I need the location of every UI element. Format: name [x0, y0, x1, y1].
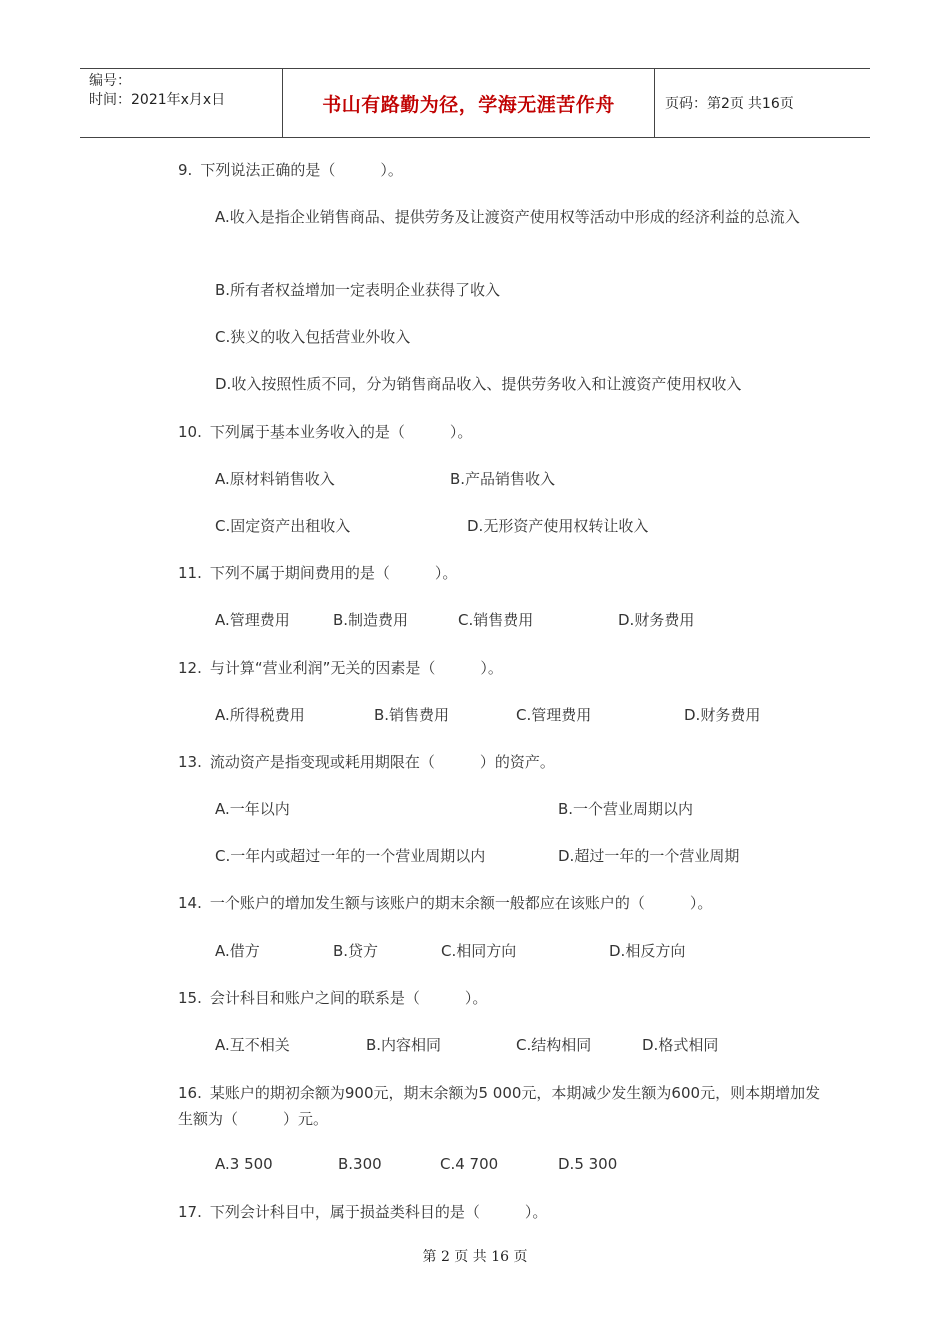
q16-option-d: D.5 300: [558, 1155, 618, 1173]
q10-option-a: A.原材料销售收入: [215, 470, 335, 488]
q15-option-d: D.格式相同: [642, 1036, 719, 1054]
question-number: 9.: [178, 161, 193, 179]
question-text: 下列属于基本业务收入的是（ ）。: [209, 423, 473, 441]
q13-option-d: D.超过一年的一个营业周期: [558, 847, 740, 865]
question-16: [178, 1080, 828, 1132]
question-text: 流动资产是指变现或耗用期限在（ ）的资产。: [209, 753, 555, 771]
q15-option-c: C.结构相同: [516, 1036, 592, 1054]
code-label: 编号：: [89, 73, 131, 89]
q12-option-b: B.销售费用: [374, 706, 450, 724]
q16-option-c: C.4 700: [440, 1155, 499, 1173]
header-meta: [80, 69, 282, 137]
page-footer: 第 2 页 共 16 页: [422, 1249, 528, 1265]
page-header: [80, 68, 870, 138]
question-number: 10.: [178, 423, 202, 441]
q11-option-b: B.制造费用: [333, 611, 409, 629]
question-text: 与计算“营业利润”无关的因素是（ ）。: [209, 659, 503, 677]
question-12: [178, 656, 503, 680]
q13-option-c: C.一年内或超过一年的一个营业周期以内: [215, 847, 486, 865]
question-text: 下列说法正确的是（ ）。: [200, 161, 403, 179]
header-motto: 书山有路勤为径，学海无涯苦作舟: [282, 69, 655, 137]
q12-option-a: A.所得税费用: [215, 706, 305, 724]
question-15: [178, 986, 487, 1010]
question-text: 一个账户的增加发生额与该账户的期末余额一般都应在该账户的（ ）。: [209, 894, 713, 912]
q15-option-a: A.互不相关: [215, 1036, 290, 1054]
question-number: 11.: [178, 564, 202, 582]
q10-option-d: D.无形资产使用权转让收入: [467, 517, 649, 535]
q11-option-c: C.销售费用: [458, 611, 534, 629]
question-number: 17.: [178, 1203, 202, 1221]
page-total-label: 共16页: [747, 96, 794, 112]
question-17: [178, 1200, 547, 1224]
question-number: 16.: [178, 1084, 202, 1102]
question-14: [178, 891, 712, 915]
question-text: 下列不属于期间费用的是（ ）。: [209, 564, 458, 582]
q11-option-a: A.管理费用: [215, 611, 290, 629]
q16-option-a: A.3 500: [215, 1155, 273, 1173]
q14-option-c: C.相同方向: [441, 942, 517, 960]
q10-option-b: B.产品销售收入: [450, 470, 556, 488]
page-number-label: 页码：第2页: [665, 96, 744, 112]
q14-option-d: D.相反方向: [609, 942, 686, 960]
time-label: 时间：2021年x月x日: [89, 92, 226, 108]
question-number: 13.: [178, 753, 202, 771]
q9-option-d: D.收入按照性质不同，分为销售商品收入、提供劳务收入和让渡资产使用权收入: [215, 375, 742, 393]
header-page-info: [655, 69, 870, 137]
q16-option-b: B.300: [338, 1155, 382, 1173]
question-number: 14.: [178, 894, 202, 912]
question-text: 会计科目和账户之间的联系是（ ）。: [209, 989, 488, 1007]
q14-option-a: A.借方: [215, 942, 260, 960]
question-number: 12.: [178, 659, 202, 677]
q9-option-c: C.狭义的收入包括营业外收入: [215, 328, 411, 346]
question-9: [178, 158, 403, 182]
question-number: 15.: [178, 989, 202, 1007]
question-text: 下列会计科目中，属于损益类科目的是（ ）。: [209, 1203, 548, 1221]
q11-option-d: D.财务费用: [618, 611, 695, 629]
q12-option-c: C.管理费用: [516, 706, 592, 724]
q13-option-b: B.一个营业周期以内: [558, 800, 694, 818]
q12-option-d: D.财务费用: [684, 706, 761, 724]
question-text: 某账户的期初余额为900元，期末余额为5 000元，本期减少发生额为600元，则本期增加发生额为（ ）元。: [178, 1084, 821, 1128]
q10-option-c: C.固定资产出租收入: [215, 517, 351, 535]
q13-option-a: A.一年以内: [215, 800, 290, 818]
question-11: [178, 561, 457, 585]
q15-option-b: B.内容相同: [366, 1036, 442, 1054]
question-10: [178, 420, 472, 444]
q9-option-b: B.所有者权益增加一定表明企业获得了收入: [215, 281, 501, 299]
question-13: [178, 750, 555, 774]
q14-option-b: B.贷方: [333, 942, 379, 960]
q9-option-a: A.收入是指企业销售商品、提供劳务及让渡资产使用权等活动中形成的经济利益的总流入: [215, 208, 800, 226]
